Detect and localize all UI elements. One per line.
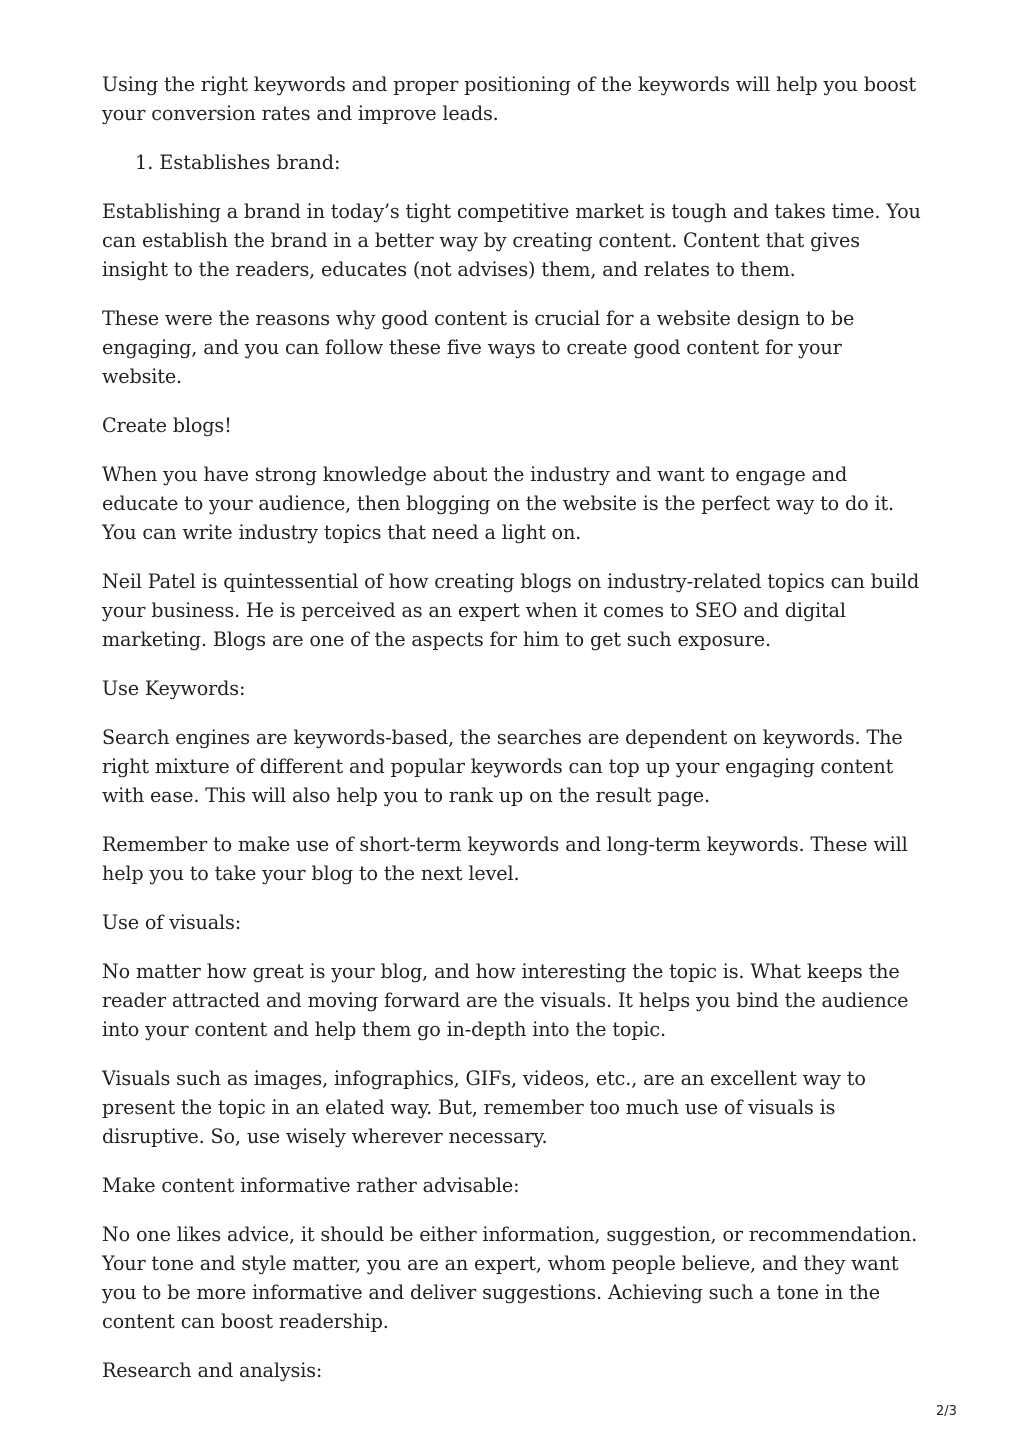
heading-informative-content: Make content informative rather advisable:	[102, 1174, 520, 1197]
paragraph-short-long-keywords: Remember to make use of short-term keywords and long-term keywords. These will help you to take your blog to the next level.	[102, 833, 908, 885]
heading-use-of-visuals: Use of visuals:	[102, 911, 242, 934]
paragraph-neil-patel: Neil Patel is quintessential of how creating blogs on industry-related topics can build your business. He is perceived as an expert when it comes to SEO and digital marketing. Blogs are one of the aspects for him to get such exposure.	[102, 570, 920, 651]
paragraph-search-engines: Search engines are keywords-based, the searches are dependent on keywords. The right mixture of different and popular keywords can top up your engaging content with ease. This will also help you to rank up on the result page.	[102, 726, 903, 807]
heading-research-analysis: Research and analysis:	[102, 1359, 323, 1382]
paragraph-blogging: When you have strong knowledge about the industry and want to engage and educate to your audience, then blogging on the website is the perfect way to do it. You can write industry topics that need a light on.	[102, 463, 895, 544]
paragraph-keywords-conversion: Using the right keywords and proper positioning of the keywords will help you boost your conversion rates and improve leads.	[102, 73, 916, 125]
document-body	[102, 70, 927, 1405]
page-number: 2/3	[936, 1404, 957, 1419]
heading-create-blogs: Create blogs!	[102, 414, 232, 437]
heading-use-keywords: Use Keywords:	[102, 677, 246, 700]
numbered-list	[102, 148, 927, 177]
paragraph-no-one-likes-advice: No one likes advice, it should be either information, suggestion, or recommendation. Your tone and style matter, you are an expert, whom people believe, and they want you to be more informative and deliver suggestions. Achieving such a tone in the content can boost readership.	[102, 1223, 918, 1333]
paragraph-visuals-types: Visuals such as images, infographics, GIFs, videos, etc., are an excellent way to present the topic in an elated way. But, remember too much use of visuals is disruptive. So, use wisely wherever necessary.	[102, 1067, 866, 1148]
paragraph-visuals-attract: No matter how great is your blog, and how interesting the topic is. What keeps the reader attracted and moving forward are the visuals. It helps you bind the audience into your content and help them go in-depth into the topic.	[102, 960, 909, 1041]
paragraph-reasons: These were the reasons why good content is crucial for a website design to be engaging, and you can follow these five ways to create good content for your website.	[102, 307, 855, 388]
paragraph-establishing-brand: Establishing a brand in today’s tight competitive market is tough and takes time. You can establish the brand in a better way by creating content. Content that gives insight to the readers, educates (not advises) them, and relates to them.	[102, 200, 921, 281]
list-item-establishes-brand: 1. Establishes brand:	[135, 151, 341, 174]
